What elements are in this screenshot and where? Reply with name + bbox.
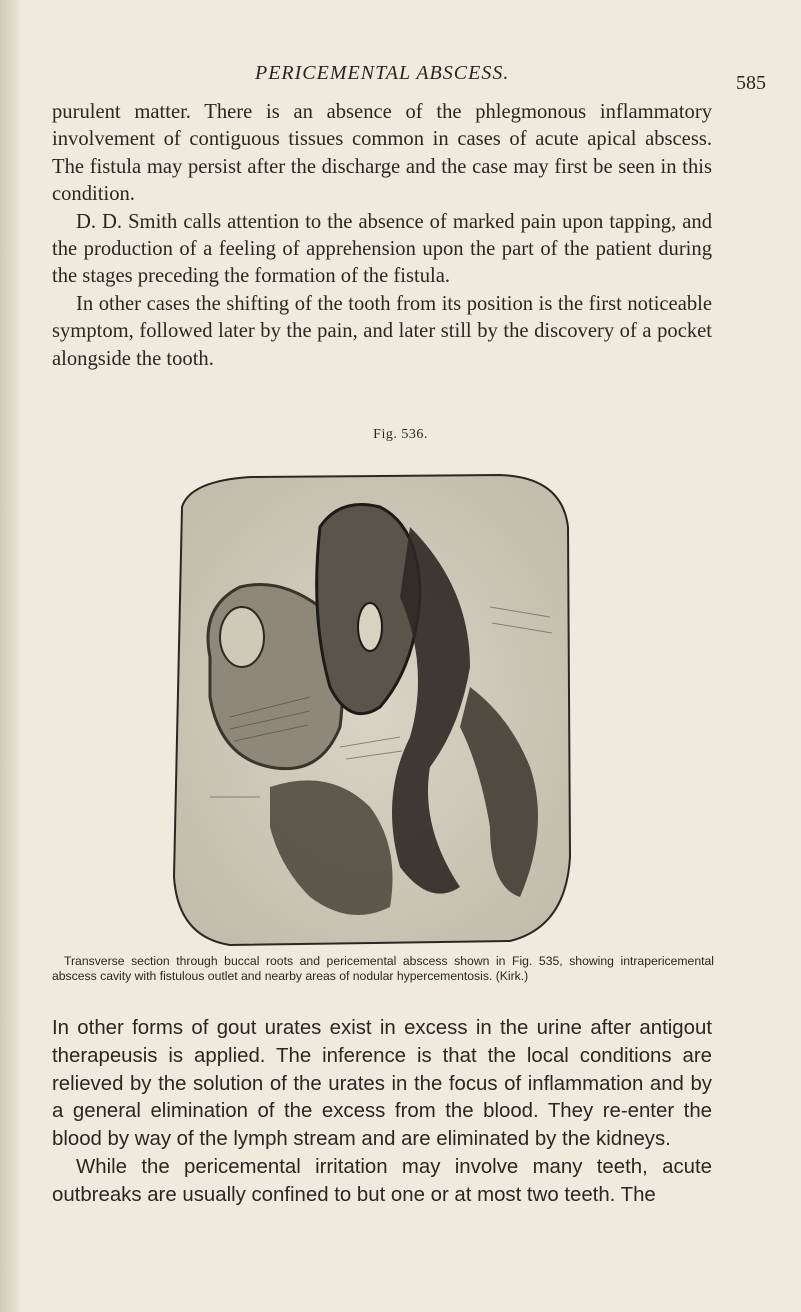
page-gutter-shadow bbox=[0, 0, 22, 1312]
page-number: 585 bbox=[736, 72, 766, 94]
paragraph: D. D. Smith calls attention to the absence of marked pain upon tapping, and the production of a feeling of apprehension upon the part of the patient during the stages preceding the formation of the fistula. bbox=[52, 210, 712, 288]
paragraph: In other cases the shifting of the tooth from its position is the first noticeable symptom, followed later by the pain, and later still by the discovery of a pocket alongside the tooth. bbox=[52, 292, 712, 370]
page-header bbox=[0, 62, 801, 92]
tooth-section-drawing bbox=[170, 467, 576, 951]
figure-illustration bbox=[170, 467, 576, 951]
root-canal-left bbox=[220, 607, 264, 667]
abscess-cavity bbox=[358, 603, 382, 651]
top-text-block bbox=[52, 99, 712, 373]
paragraph: In other forms of gout urates exist in excess in the urine after antigout therapeusis is applied. The inference is that the local conditions are relieved by the solution of the urates in the focus of inflammation and by a general elimination of the excess from the blood. They re-enter the blood by way of the lymph stream and are eliminated by the kidneys. bbox=[52, 1017, 712, 1151]
figure-caption bbox=[52, 954, 714, 984]
figure-label: Fig. 536. bbox=[373, 427, 428, 442]
paragraph: purulent matter. There is an absence of the phlegmonous inflammatory involvement of contiguous tissues common in cases of acute apical abscess. The fistula may persist after the discharge and the case may first be seen in this condition. bbox=[52, 101, 712, 206]
bottom-text-block bbox=[52, 1015, 712, 1210]
running-title: PERICEMENTAL ABSCESS. bbox=[255, 62, 510, 84]
paragraph: While the pericemental irritation may involve many teeth, acute outbreaks are usually confined to but one or at most two teeth. The bbox=[52, 1155, 712, 1206]
caption-text: Transverse section through buccal roots and pericemental abscess shown in Fig. 535, showing intrapericemental abscess cavity with fistulous outlet and nearby areas of nodular hypercementosis. (Kirk.) bbox=[52, 954, 714, 983]
